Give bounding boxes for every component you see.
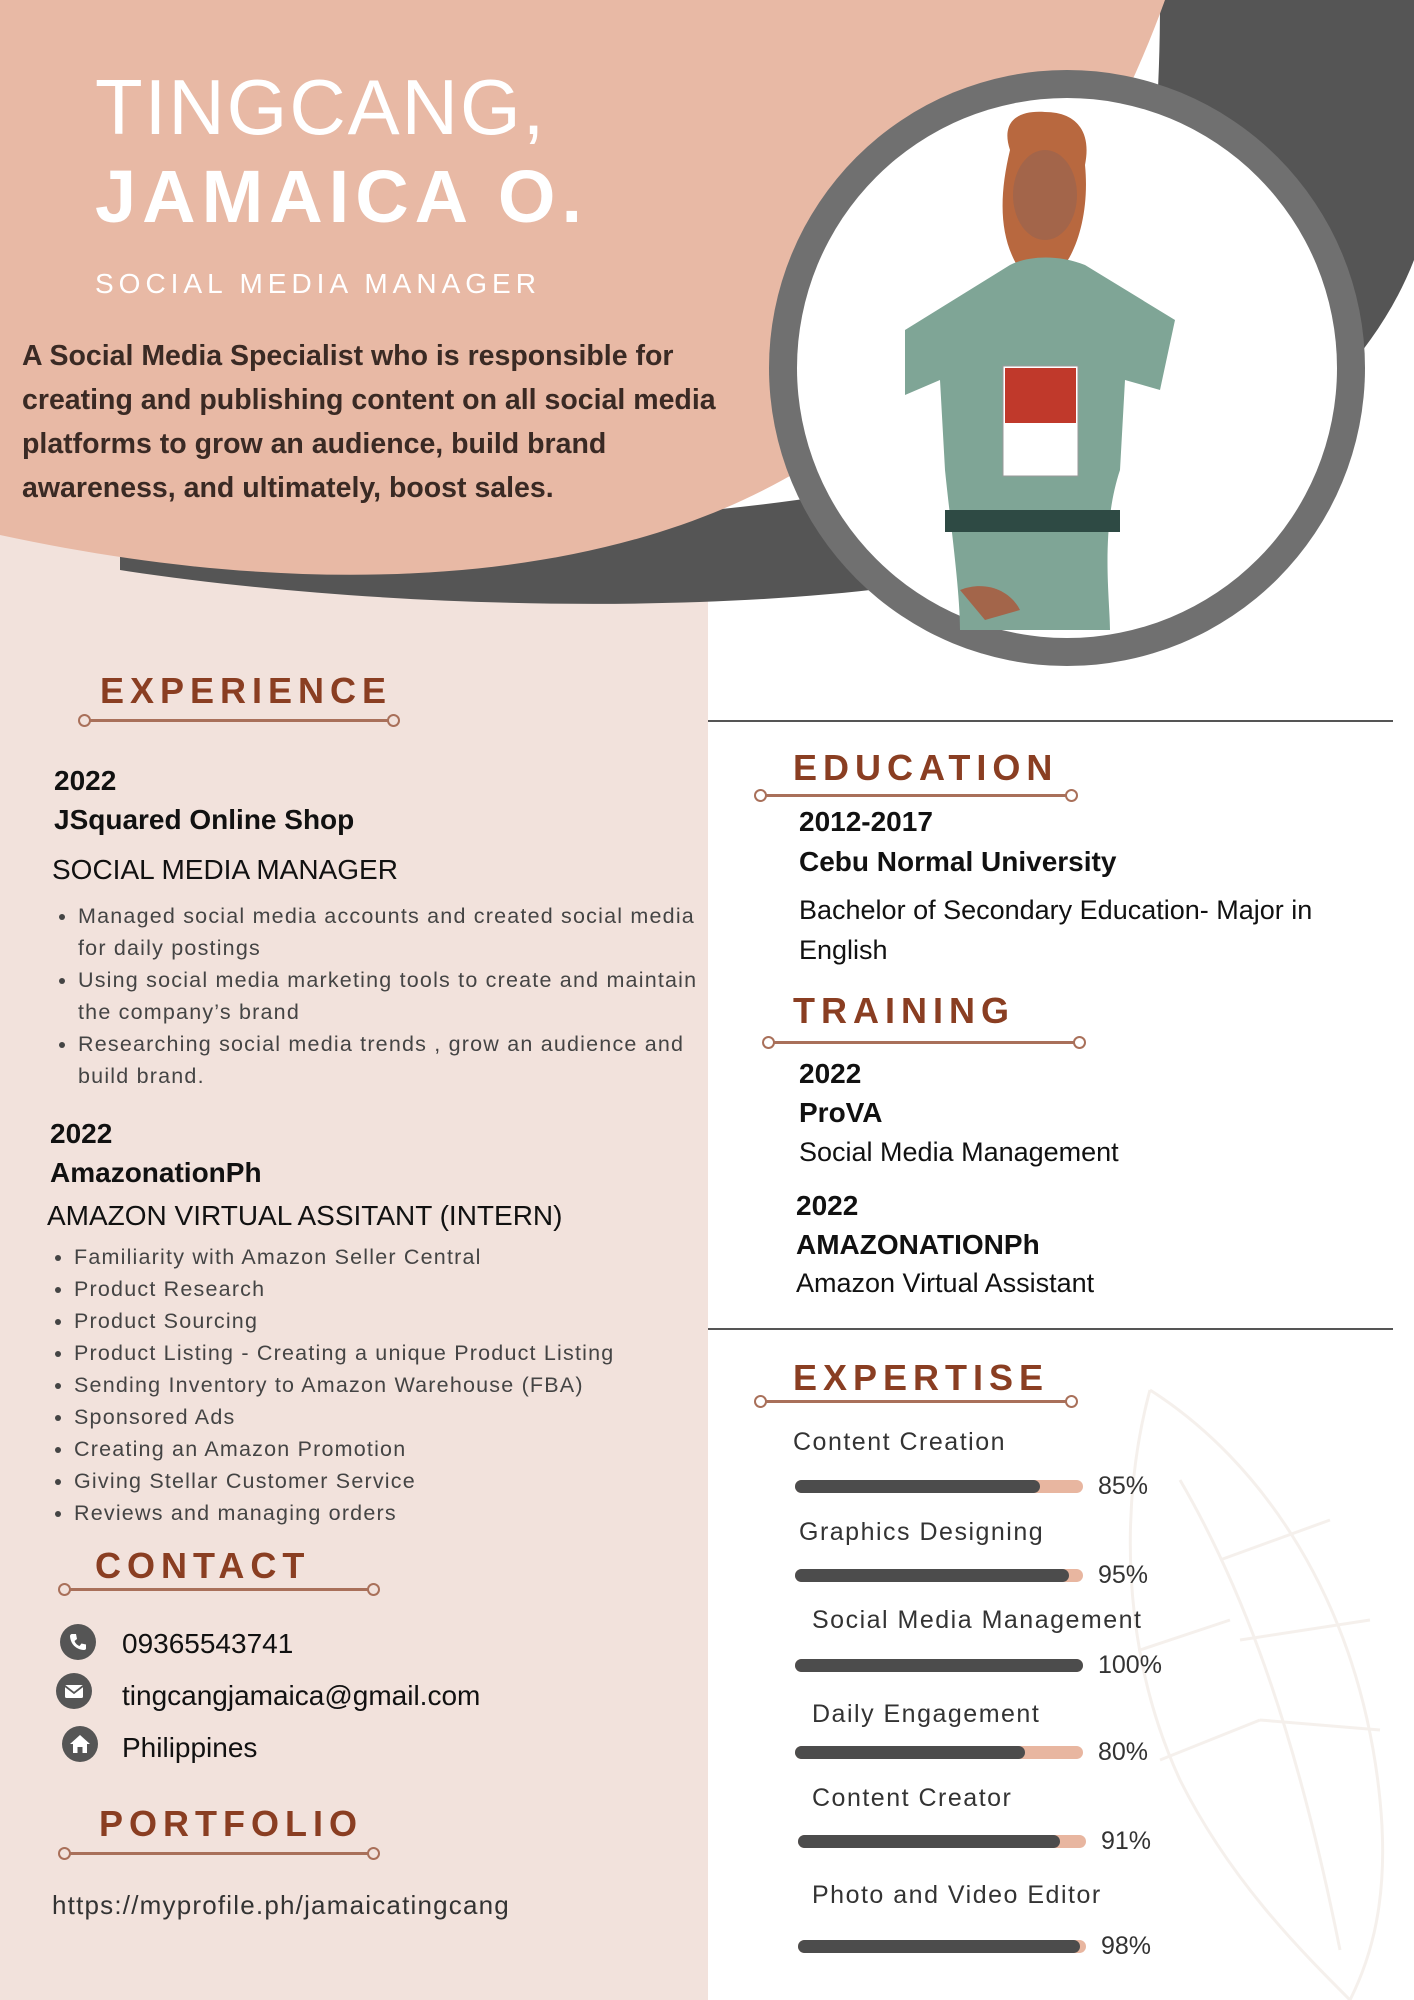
skill-label: Graphics Designing <box>799 1518 1045 1546</box>
list-item: • Giving Stellar Customer Service <box>74 1465 714 1497</box>
skill-bar <box>795 1746 1083 1759</box>
list-item: • Managed social media accounts and created social media for daily postings <box>78 900 708 964</box>
training-heading: TRAINING <box>793 990 1015 1031</box>
list-item: • Researching social media trends , grow an audience and build brand. <box>78 1028 708 1092</box>
education-rule <box>764 794 1068 797</box>
job-duties <box>48 900 708 1092</box>
skill-percent: 80% <box>1098 1738 1149 1766</box>
training-org: AMAZONATIONPh <box>796 1229 1040 1260</box>
skill-bar-fill <box>795 1480 1040 1493</box>
list-item: • Sponsored Ads <box>74 1401 714 1433</box>
skill-bar-fill <box>795 1659 1083 1672</box>
training-org: ProVA <box>799 1097 883 1128</box>
skill-label: Content Creation <box>793 1428 1007 1456</box>
skill-percent: 95% <box>1098 1561 1149 1589</box>
job-role: SOCIAL MEDIA MANAGER <box>95 268 541 299</box>
phone-icon <box>60 1624 96 1660</box>
location: Philippines <box>122 1732 258 1763</box>
portfolio-rule <box>68 1852 370 1855</box>
job-position: AMAZON VIRTUAL ASSITANT (INTERN) <box>47 1200 563 1231</box>
skill-bar <box>795 1659 1083 1672</box>
degree: Bachelor of Secondary Education- Major in English <box>799 895 1313 965</box>
experience-rule <box>88 719 390 722</box>
email-icon <box>56 1673 92 1709</box>
job-duties <box>44 1241 714 1529</box>
job-company: JSquared Online Shop <box>54 804 355 835</box>
skill-bar-fill <box>795 1746 1025 1759</box>
home-icon <box>62 1726 98 1762</box>
skill-percent: 91% <box>1101 1827 1152 1855</box>
skill-percent: 100% <box>1098 1651 1162 1679</box>
skill-label: Daily Engagement <box>812 1700 1041 1728</box>
skill-bar-fill <box>795 1569 1069 1582</box>
list-item: • Product Listing - Creating a unique Product Listing <box>74 1337 714 1369</box>
skill-label: Photo and Video Editor <box>812 1881 1102 1909</box>
skill-bar <box>798 1835 1086 1848</box>
training-course: Amazon Virtual Assistant <box>796 1268 1095 1298</box>
education-heading: EDUCATION <box>793 747 1059 788</box>
portfolio-heading: PORTFOLIO <box>99 1803 363 1844</box>
skill-bar <box>798 1940 1086 1953</box>
skill-percent: 98% <box>1101 1932 1152 1960</box>
list-item: • Product Research <box>74 1273 714 1305</box>
portfolio-link[interactable]: https://myprofile.ph/jamaicatingcang <box>52 1890 510 1920</box>
list-item: • Reviews and managing orders <box>74 1497 714 1529</box>
last-name: TINGCANG, <box>95 63 547 151</box>
job-position: SOCIAL MEDIA MANAGER <box>52 854 398 885</box>
school-name: Cebu Normal University <box>799 846 1117 877</box>
skill-percent: 85% <box>1098 1472 1149 1500</box>
list-item: • Creating an Amazon Promotion <box>74 1433 714 1465</box>
expertise-rule <box>764 1400 1068 1403</box>
experience-heading: EXPERIENCE <box>100 670 393 711</box>
profile-summary: A Social Media Specialist who is responsible for creating and publishing content on all social media platforms to grow an audience, build brand awareness, and ultimately, boost sales. <box>22 340 716 504</box>
job-year: 2022 <box>50 1118 113 1149</box>
list-item: • Familiarity with Amazon Seller Central <box>74 1241 714 1273</box>
divider-top <box>708 720 1393 722</box>
skill-bar-fill <box>798 1835 1060 1848</box>
job-company: AmazonationPh <box>50 1157 262 1188</box>
training-year: 2022 <box>799 1058 862 1089</box>
email-address[interactable]: tingcangjamaica@gmail.com <box>122 1680 481 1711</box>
training-year: 2022 <box>796 1190 859 1221</box>
contact-rule <box>68 1588 370 1591</box>
skill-bar <box>795 1480 1083 1493</box>
training-rule <box>772 1041 1076 1044</box>
skill-label: Content Creator <box>812 1784 1013 1812</box>
education-years: 2012-2017 <box>799 806 933 837</box>
list-item: • Sending Inventory to Amazon Warehouse (FBA) <box>74 1369 714 1401</box>
list-item: • Product Sourcing <box>74 1305 714 1337</box>
job-year: 2022 <box>54 765 117 796</box>
first-name: JAMAICA O. <box>95 155 589 238</box>
expertise-heading: EXPERTISE <box>793 1357 1050 1398</box>
divider-bottom <box>708 1328 1393 1330</box>
training-course: Social Media Management <box>799 1137 1119 1167</box>
skill-bar <box>795 1569 1083 1582</box>
list-item: • Using social media marketing tools to create and maintain the company’s brand <box>78 964 708 1028</box>
skill-bar-fill <box>798 1940 1080 1953</box>
phone-number[interactable]: 09365543741 <box>122 1628 294 1659</box>
contact-heading: CONTACT <box>95 1545 311 1586</box>
skill-label: Social Media Management <box>812 1606 1143 1634</box>
